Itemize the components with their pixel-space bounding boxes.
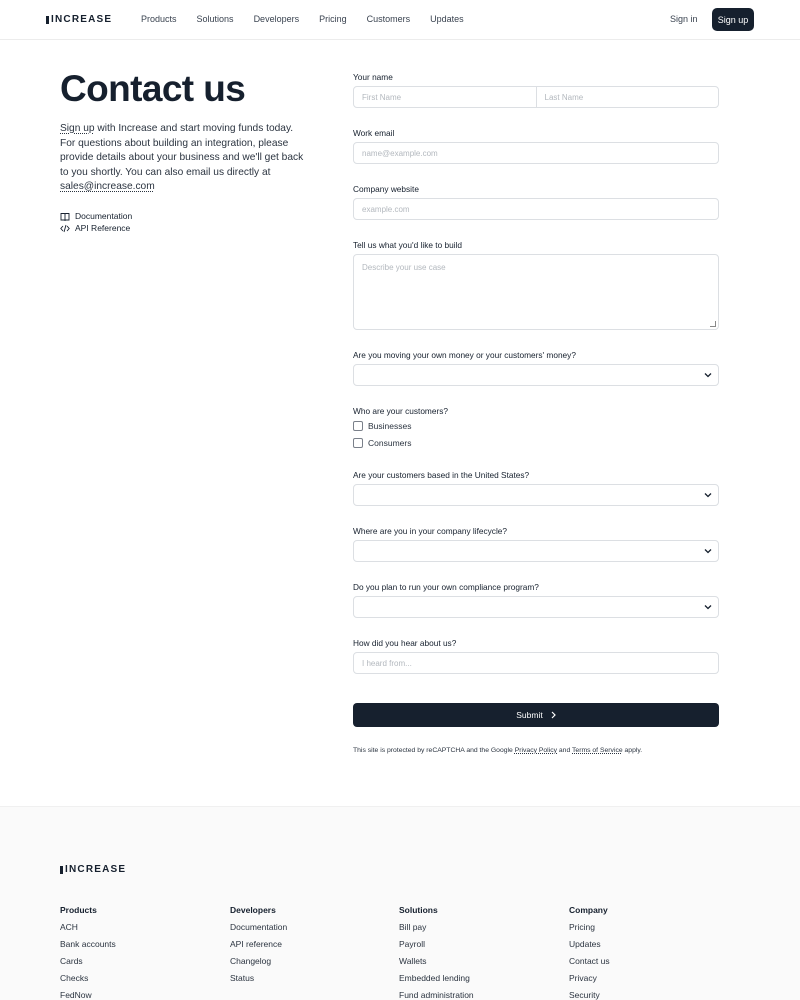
footer-link[interactable]: Updates <box>569 939 601 949</box>
footer-link[interactable]: Contact us <box>569 956 610 966</box>
chevron-down-icon <box>704 371 712 379</box>
name-label: Your name <box>353 72 393 82</box>
footer-column-title: Solutions <box>399 905 438 915</box>
api-reference-link[interactable] <box>60 222 132 234</box>
sign-up-inline-link[interactable]: Sign up <box>60 123 95 134</box>
build-label: Tell us what you'd like to build <box>353 240 463 250</box>
compliance-select[interactable] <box>353 596 719 618</box>
sign-up-button[interactable]: Sign up <box>712 8 754 31</box>
footer-link[interactable]: Status <box>230 973 255 983</box>
footer-link[interactable]: FedNow <box>60 990 92 1000</box>
lifecycle-select[interactable] <box>353 540 719 562</box>
page-title: Contact us <box>60 68 246 109</box>
api-reference-label: API Reference <box>75 223 131 233</box>
us-based-select[interactable] <box>353 484 719 506</box>
privacy-policy-link[interactable]: Privacy Policy <box>514 747 558 754</box>
footer-link[interactable]: Fund administration <box>399 990 474 1000</box>
footer-column-title: Developers <box>230 905 276 915</box>
last-name-input[interactable]: Last Name <box>536 87 719 107</box>
footer-link[interactable]: Bill pay <box>399 922 427 932</box>
footer-link[interactable]: Checks <box>60 973 89 983</box>
footer-link[interactable]: Pricing <box>569 922 595 932</box>
lifecycle-label: Where are you in your company lifecycle? <box>353 526 508 536</box>
build-placeholder: Describe your use case <box>362 263 446 272</box>
businesses-label: Businesses <box>368 421 412 431</box>
footer-column-solutions <box>399 904 549 1000</box>
footer-column-company <box>569 904 719 1000</box>
logo-text: INCREASE <box>51 14 113 25</box>
logo[interactable] <box>46 14 112 25</box>
footer-logo[interactable] <box>60 864 126 875</box>
nav-developers[interactable]: Developers <box>253 14 300 24</box>
money-label: Are you moving your own money or your customers' money? <box>353 350 576 360</box>
intro-text <box>60 122 305 195</box>
recaptcha-apply: apply. <box>622 747 643 754</box>
recaptcha-notice <box>353 747 642 754</box>
businesses-checkbox[interactable] <box>353 421 363 431</box>
nav-customers[interactable]: Customers <box>366 14 411 24</box>
first-name-input[interactable]: First Name <box>362 92 402 102</box>
footer-link[interactable]: Cards <box>60 956 83 966</box>
footer-column-title: Products <box>60 905 97 915</box>
footer-link[interactable]: Bank accounts <box>60 939 116 949</box>
footer-column-developers <box>230 904 380 989</box>
submit-button[interactable] <box>353 703 719 727</box>
footer-logo-text: INCREASE <box>65 864 127 875</box>
documentation-link[interactable] <box>60 210 132 222</box>
documentation-label: Documentation <box>75 211 133 221</box>
hear-label: How did you hear about us? <box>353 638 457 648</box>
chevron-down-icon <box>704 491 712 499</box>
work-email-input[interactable]: name@example.com <box>353 142 719 164</box>
footer-link[interactable]: API reference <box>230 939 282 949</box>
chevron-down-icon <box>704 547 712 555</box>
footer-link[interactable]: Payroll <box>399 939 425 949</box>
consumers-checkbox-row[interactable] <box>353 438 411 448</box>
footer-column-products <box>60 904 210 1000</box>
logo-mark <box>46 16 49 24</box>
footer-link[interactable]: ACH <box>60 922 78 932</box>
heard-from-input[interactable]: I heard from... <box>353 652 719 674</box>
terms-link[interactable]: Terms of Service <box>572 747 623 754</box>
code-icon <box>60 223 70 233</box>
nav-solutions[interactable]: Solutions <box>196 14 234 24</box>
email-label: Work email <box>353 128 395 138</box>
footer-link[interactable]: Documentation <box>230 922 288 932</box>
businesses-checkbox-row[interactable] <box>353 421 411 431</box>
footer-column-title: Company <box>569 905 608 915</box>
money-type-select[interactable] <box>353 364 719 386</box>
website-label: Company website <box>353 184 419 194</box>
company-website-input[interactable]: example.com <box>353 198 719 220</box>
footer-link[interactable]: Wallets <box>399 956 427 966</box>
site-header <box>0 0 800 40</box>
consumers-label: Consumers <box>368 438 412 448</box>
compliance-label: Do you plan to run your own compliance program? <box>353 582 539 592</box>
recaptcha-and: and <box>557 747 573 754</box>
recaptcha-prefix: This site is protected by reCAPTCHA and the Google <box>353 747 515 754</box>
name-fields <box>353 86 719 108</box>
main-nav <box>141 14 484 24</box>
customers-label: Who are your customers? <box>353 406 448 416</box>
us-label: Are your customers based in the United States? <box>353 470 530 480</box>
intro-body: with Increase and start moving funds today. For questions about building an integration, please provide details about your business and we'll get back to you shortly. You can also email us directly at <box>60 123 304 178</box>
resource-links <box>60 210 132 234</box>
consumers-checkbox[interactable] <box>353 438 363 448</box>
resize-handle-icon[interactable] <box>710 321 716 327</box>
sign-in-link[interactable]: Sign in <box>670 14 698 24</box>
nav-updates[interactable]: Updates <box>430 14 464 24</box>
build-description-textarea[interactable] <box>353 254 719 330</box>
footer-link[interactable]: Changelog <box>230 956 272 966</box>
submit-label: Submit <box>516 710 543 720</box>
chevron-down-icon <box>704 603 712 611</box>
book-icon <box>60 211 70 221</box>
nav-pricing[interactable]: Pricing <box>319 14 347 24</box>
footer-link[interactable]: Security <box>569 990 600 1000</box>
footer-link[interactable]: Embedded lending <box>399 973 470 983</box>
logo-mark <box>60 866 63 874</box>
sales-email-link[interactable]: sales@increase.com <box>60 181 155 193</box>
chevron-right-icon <box>551 711 556 719</box>
nav-products[interactable]: Products <box>141 14 177 24</box>
footer-link[interactable]: Privacy <box>569 973 597 983</box>
